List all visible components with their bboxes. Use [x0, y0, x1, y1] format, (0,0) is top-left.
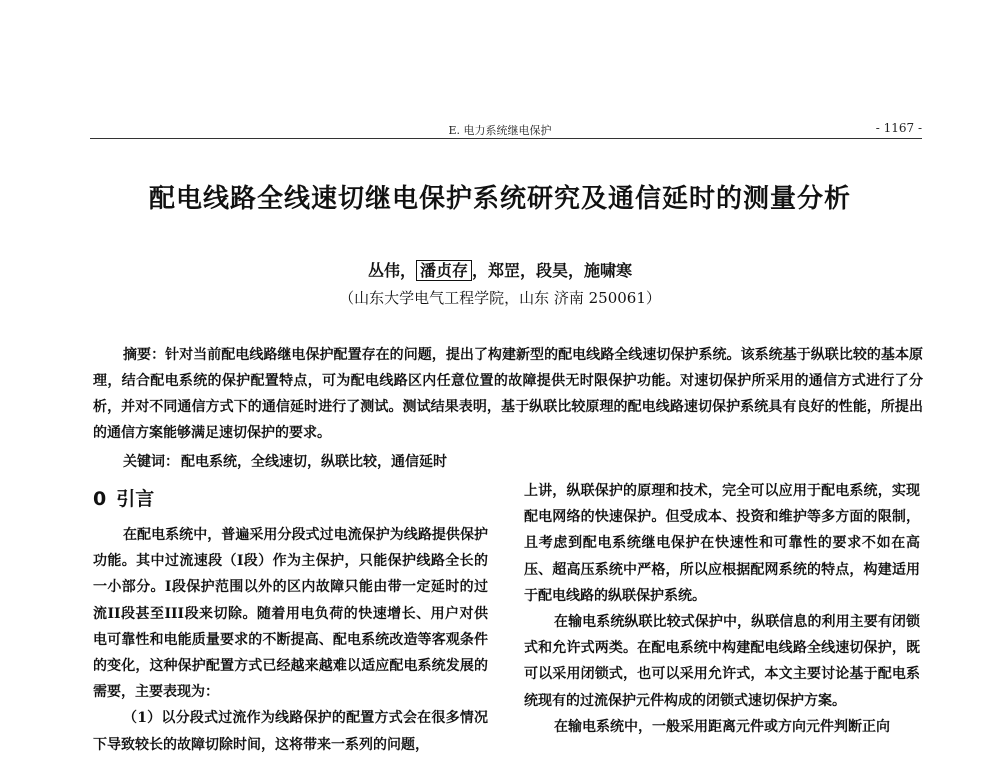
- paper-title: 配电线路全线速切继电保护系统研究及通信延时的测量分析: [148, 184, 851, 214]
- right-paragraph-3: 在输电系统中，一般采用距离元件或方向元件判断正向: [554, 718, 890, 735]
- affiliation: （山东大学电气工程学院，山东 济南 250061）: [339, 289, 661, 307]
- left-column: [93, 522, 488, 758]
- keywords-text: 配电系统，全线速切，纵联比较，通信延时: [181, 454, 447, 470]
- author-rest: ，郑罡，段昊，施啸寒: [472, 261, 633, 280]
- left-paragraph-2: （1）以分段式过流作为线路保护的配置方式会在很多情况下导致较长的故障切除时间，这将带来一系列的问题，: [93, 710, 488, 753]
- author-list: [0, 258, 1000, 281]
- right-column: [524, 478, 920, 740]
- author-1: 丛伟，: [367, 261, 416, 280]
- keywords-label: 关键词：: [123, 454, 179, 470]
- abstract-text: 针对当前配电线路继电保护配置存在的问题，提出了构建新型的配电线路全线速切保护系统。该系统基于纵联比较的基本原理，结合配电系统的保护配置特点，可为配电线路区内任意位置的故障提供无时限保护功能。对速切保护所采用的通信方式进行了分析，并对不同通信方式下的通信延时进行了测试。测试结果表明，基于纵联比较原理的配电线路速切保护系统具有良好的性能，所提出的通信方案能够满足速切保护的要求。: [93, 347, 923, 441]
- right-paragraph-1: 上讲，纵联保护的原理和技术，完全可以应用于配电系统，实现配电网络的快速保护。但受成本、投资和维护等多方面的限制，且考虑到配电系统继电保护在快速性和可靠性的要求不如在高压、超高压系统中严格，所以应根据配网系统的特点，构建适用于配电线路的纵联保护系统。: [524, 483, 920, 604]
- abstract-label: 摘要：: [123, 347, 166, 363]
- page-number: - 1167 -: [875, 121, 922, 135]
- section-number: 0: [93, 488, 107, 510]
- section-title: 引言: [116, 488, 155, 510]
- left-paragraph-1: 在配电系统中，普遍采用分段式过电流保护为线路提供保护功能。其中过流速段（I段）作为主保护，只能保护线路全长的一小部分。I段保护范围以外的区内故障只能由带一定延时的过流II段甚至III段来切除。随着用电负荷的快速增长、用户对供电可靠性和电能质量要求的不断提高、配电系统改造等客观条件的变化，这种保护配置方式已经越来越难以适应配电系统发展的需要，主要表现为：: [93, 527, 488, 701]
- author-2-boxed: 潘贞存: [416, 260, 472, 281]
- right-paragraph-2: 在输电系统纵联比较式保护中，纵联信息的利用主要有闭锁式和允许式两类。在配电系统中构建配电线路全线速切保护，既可以采用闭锁式，也可以采用允许式，本文主要讨论基于配电系统现有的过流保护元件构成的闭锁式速切保护方案。: [524, 614, 920, 709]
- keywords: [123, 451, 447, 471]
- abstract: [93, 342, 923, 446]
- header-rule: [90, 138, 922, 139]
- journal-section-label: E. 电力系统继电保护: [448, 124, 552, 137]
- section-heading: [93, 484, 154, 511]
